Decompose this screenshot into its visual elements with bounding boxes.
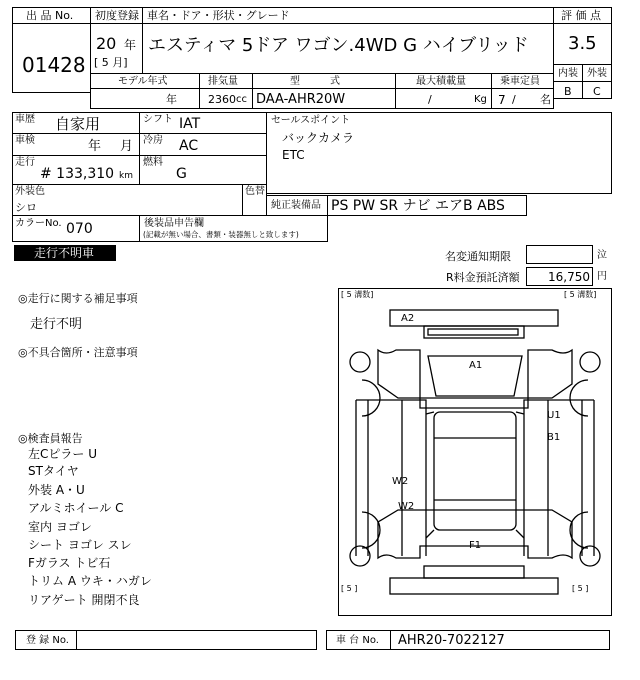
car-diagram-drawing xyxy=(338,288,612,616)
score-label: 評 価 点 xyxy=(561,9,601,22)
history-value: 自家用 xyxy=(55,115,101,133)
max-load-sep: / xyxy=(428,93,432,106)
inspector-item: シート ヨゴレ スレ xyxy=(28,538,132,552)
inspector-item: アルミホイール C xyxy=(28,501,124,515)
running-title: ◎走行に関する補足事項 xyxy=(18,292,138,305)
model-code: DAA-AHR20W xyxy=(256,92,346,107)
exterior-color-label: 外装色 xyxy=(15,186,45,197)
reg-year: 20 xyxy=(96,34,117,53)
interior-label: 内装 xyxy=(558,68,578,79)
damage-mark: W2 xyxy=(392,476,409,487)
history-label: 車歴 xyxy=(15,114,35,125)
max-load-label: 最大積載量 xyxy=(416,76,466,87)
color-no-value: 070 xyxy=(66,221,93,237)
sales-point-label: セールスポイント xyxy=(271,115,351,126)
damage-mark: A1 xyxy=(469,360,483,371)
lot-no: 01428 xyxy=(22,53,86,77)
genuine-items: PS PW SR ナビ エアB ABS xyxy=(331,198,505,214)
notice-box xyxy=(526,245,593,264)
mileage-value: # 133,310 xyxy=(40,166,115,182)
model-label: 型 式 xyxy=(290,76,340,87)
model-year-unit: 年 xyxy=(166,93,177,106)
notice-label: 名変通知期限 xyxy=(445,250,511,263)
tire-label-front-right: [ 5 溝数] xyxy=(564,290,597,299)
capacity-unit: 名 xyxy=(540,93,551,106)
not-running-text: 走行不明車 xyxy=(34,246,95,260)
ac-label: 冷房 xyxy=(143,135,163,146)
max-load-unit: Kg xyxy=(474,94,487,105)
tire-label-rear-right: [ 5 ] xyxy=(572,584,589,593)
lot-no-label: 出 品 No. xyxy=(26,9,74,22)
chassis-no: AHR20-7022127 xyxy=(398,633,505,648)
mileage-unit: km xyxy=(119,171,133,181)
color-no-label: カラーNo. xyxy=(15,218,62,229)
inspector-item: トリム A ウキ・ハガレ xyxy=(28,574,152,588)
car-name: エスティマ 5ドア ワゴン.4WD G ハイブリッド xyxy=(148,35,529,56)
recycle-unit: 円 xyxy=(597,271,607,282)
damage-mark: B1 xyxy=(547,432,561,443)
genuine-label: 純正装備品 xyxy=(271,200,321,211)
ac-value: AC xyxy=(179,138,199,154)
capacity-label: 乗車定員 xyxy=(500,76,540,87)
damage-mark: F1 xyxy=(469,540,482,551)
score-value: 3.5 xyxy=(568,33,597,54)
fuel-value: G xyxy=(176,166,187,182)
inspection-label: 車検 xyxy=(15,135,35,146)
chassis-label: 車 台 No. xyxy=(336,635,379,646)
inspection-year: 年 xyxy=(88,139,102,154)
sales-point-2: ETC xyxy=(282,148,305,162)
tire-label-rear-left: [ 5 ] xyxy=(341,584,358,593)
inspector-item: リアゲート 開閉不良 xyxy=(28,593,140,607)
car-info-label: 車名・ドア・形状・グレード xyxy=(147,9,290,22)
inspector-item: 外装 A・U xyxy=(28,483,85,497)
capacity-sep: / xyxy=(512,93,516,106)
exterior-grade: C xyxy=(593,85,601,98)
inspection-month: 月 xyxy=(120,139,134,154)
inspector-item: Fガラス トビ石 xyxy=(28,556,111,570)
notice-unit: 泣 xyxy=(597,250,607,261)
reg-no-label: 登 録 No. xyxy=(26,635,69,646)
exterior-label: 外装 xyxy=(587,68,607,79)
inspector-item: 室内 ヨゴレ xyxy=(28,520,92,534)
reg-year-unit: 年 xyxy=(124,38,137,52)
reg-month: [ 5 月] xyxy=(94,56,128,69)
interior-grade: B xyxy=(564,85,572,98)
damage-mark: W2 xyxy=(398,501,415,512)
inspector-item: 左Cピラー U xyxy=(28,447,97,461)
displacement: 2360 xyxy=(208,93,236,106)
damage-mark: A2 xyxy=(401,313,415,324)
displacement-label: 排気量 xyxy=(208,76,238,87)
running-note: 走行不明 xyxy=(30,317,83,332)
model-year-label: モデル年式 xyxy=(118,76,168,87)
exterior-color-value: シロ xyxy=(15,201,37,214)
shift-value: IAT xyxy=(179,116,201,132)
recycle-amount: 16,750 xyxy=(548,270,590,284)
fuel-label: 燃料 xyxy=(143,157,163,168)
shift-label: シフト xyxy=(143,114,173,125)
mileage-label: 走行 xyxy=(15,157,35,168)
damage-mark: U1 xyxy=(547,410,561,421)
recycle-label: R料金預託済額 xyxy=(446,271,520,284)
inspector-item: STタイヤ xyxy=(28,464,79,478)
color-change-label: 色替 xyxy=(245,186,265,197)
defects-title: ◎不具合箇所・注意事項 xyxy=(18,346,138,359)
displacement-unit: cc xyxy=(236,94,247,105)
sales-point-1: バックカメラ xyxy=(282,131,355,145)
tire-label-front-left: [ 5 溝数] xyxy=(341,290,374,299)
aftermarket-label: 後装品申告欄 xyxy=(144,218,204,229)
aftermarket-note: (記載が無い場合、書類・装器無しと致します) xyxy=(143,230,299,239)
capacity-value: 7 xyxy=(498,93,506,107)
inspector-title: ◎検査員報告 xyxy=(18,432,83,445)
first-reg-label: 初度登録 xyxy=(95,9,139,22)
